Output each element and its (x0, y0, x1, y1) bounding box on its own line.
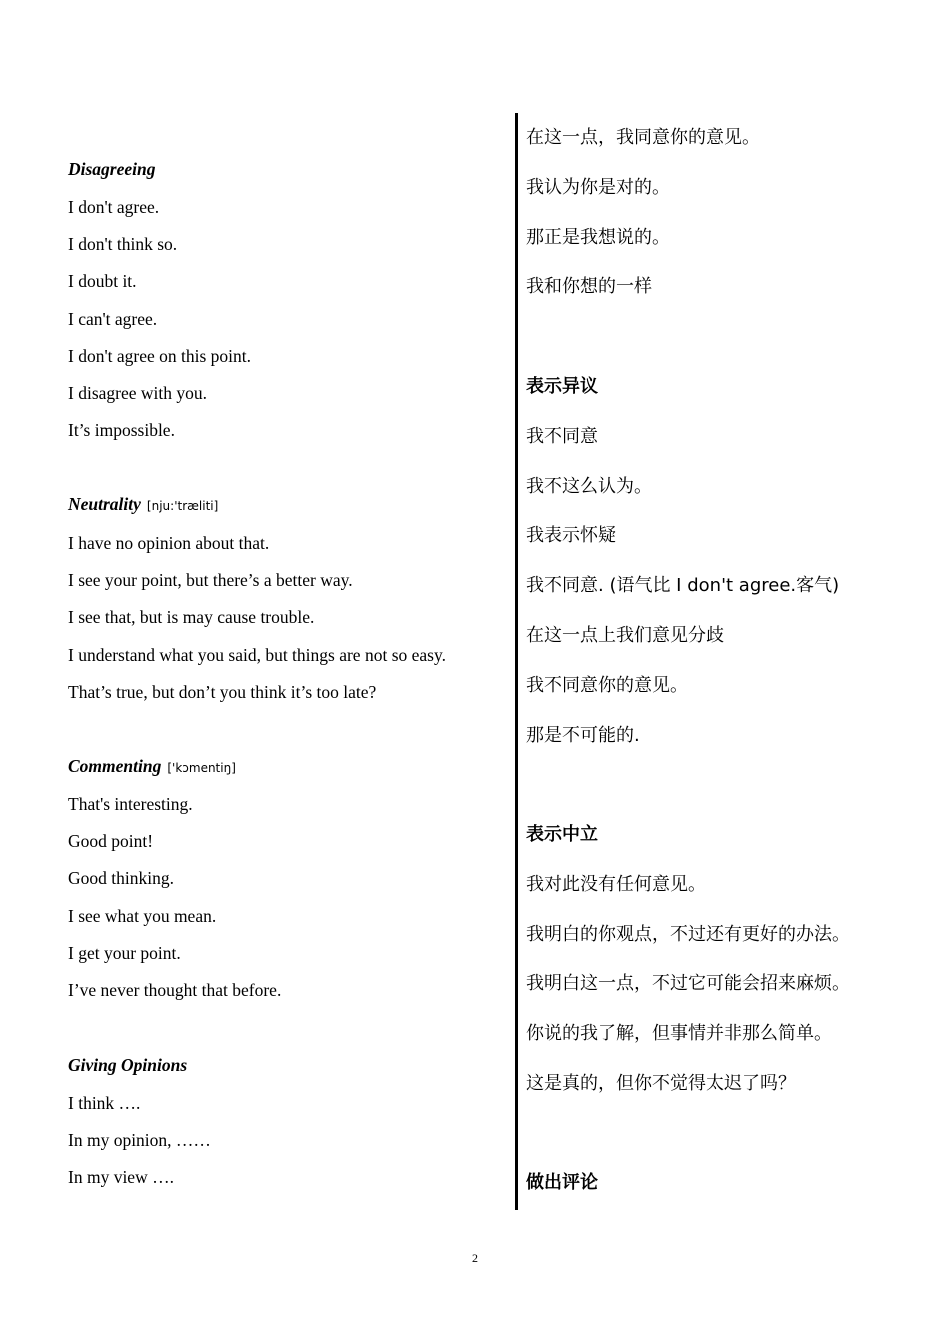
translation-line: 那正是我想说的。 (526, 227, 670, 248)
translation-line: 我明白的你观点，不过还有更好的办法。 (526, 924, 850, 945)
phrase-line: I don't agree on this point. (68, 346, 251, 366)
phrase-line: That's interesting. (68, 794, 193, 814)
translation-line: 这是真的，但你不觉得太迟了吗？ (526, 1073, 796, 1094)
translation-line: 那是不可能的. (526, 725, 640, 746)
phrase-line: I have no opinion about that. (68, 533, 270, 553)
section-heading-disagree-cn: 表示异议 (526, 376, 598, 397)
phrase-line: I doubt it. (68, 271, 137, 291)
translation-line: 我认为你是对的。 (526, 177, 670, 198)
translation-line: 在这一点，我同意你的意见。 (526, 127, 760, 148)
section-heading-commenting: Commenting ['kɔmentiŋ] (68, 756, 236, 776)
phrase-line: I think …. (68, 1093, 141, 1113)
phonetic-transcription: ['kɔmentiŋ] (167, 761, 236, 775)
section-heading-giving-opinions: Giving Opinions (68, 1055, 188, 1075)
section-heading-comment-cn: 做出评论 (526, 1172, 598, 1193)
column-divider (515, 113, 518, 1210)
translation-line: 我对此没有任何意见。 (526, 874, 706, 895)
phrase-line: I understand what you said, but things are not so easy. (68, 645, 446, 665)
section-heading-disagreeing: Disagreeing (68, 159, 156, 179)
phrase-line: In my opinion, …… (68, 1130, 211, 1150)
section-heading-neutrality: Neutrality [nju:'træliti] (68, 494, 219, 514)
translation-line: 在这一点上我们意见分歧 (526, 625, 724, 646)
phrase-line: In my view …. (68, 1167, 174, 1187)
phrase-line: I see what you mean. (68, 906, 217, 926)
phrase-line: I disagree with you. (68, 383, 207, 403)
translation-line: 你说的我了解，但事情并非那么简单。 (526, 1023, 832, 1044)
translation-line: 我和你想的一样 (526, 276, 652, 297)
phrase-line: I’ve never thought that before. (68, 980, 282, 1000)
phrase-line: I see your point, but there’s a better way. (68, 570, 353, 590)
page-number: 2 (472, 1251, 478, 1265)
translation-line: 我不同意你的意见。 (526, 675, 688, 696)
translation-line: 我不同意 (526, 426, 598, 447)
translation-line: 我表示怀疑 (526, 525, 616, 546)
phrase-line: I can't agree. (68, 309, 158, 329)
phonetic-transcription: [nju:'træliti] (146, 499, 219, 513)
phrase-line: That’s true, but don’t you think it’s too late? (68, 682, 377, 702)
translation-line: 我明白这一点，不过它可能会招来麻烦。 (526, 973, 850, 994)
phrase-line: I don't think so. (68, 234, 178, 254)
phrase-line: I see that, but is may cause trouble. (68, 607, 315, 627)
phrase-line: I don't agree. (68, 197, 160, 217)
translation-line: 我不这么认为。 (526, 476, 652, 497)
translation-line: 我不同意. (语气比 I don't agree.客气) (526, 575, 840, 596)
phrase-line: Good thinking. (68, 868, 174, 888)
phrase-line: It’s impossible. (68, 420, 175, 440)
phrase-line: I get your point. (68, 943, 181, 963)
section-heading-neutral-cn: 表示中立 (526, 824, 598, 845)
phrase-line: Good point! (68, 831, 154, 851)
